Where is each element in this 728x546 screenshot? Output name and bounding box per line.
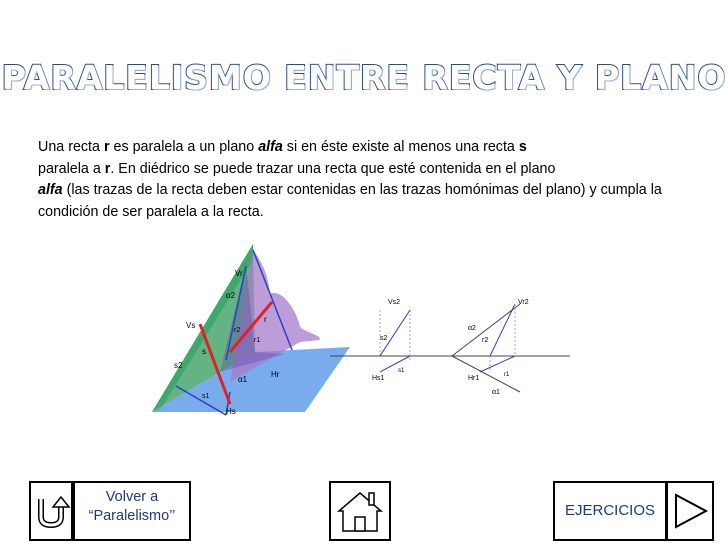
label-d-s1: s1	[398, 368, 405, 374]
label-d-alpha2: α2	[468, 325, 476, 332]
label-vs: Vs	[186, 321, 196, 330]
back-button[interactable]	[29, 481, 73, 541]
description-paragraph: Una recta r es paralela a un plano alfa si en éste existe al menos una recta s paralela a r. En diédrico se puede trazar una recta que esté contenida en el plano alfa (las trazas de la recta deben estar contenidas en las trazas homónimas del plano) y cumpla la condición de ser paralela a la recta.	[38, 139, 662, 220]
label-d-alpha1: α1	[492, 389, 500, 396]
label-s1: s1	[202, 393, 210, 400]
u-turn-icon	[31, 483, 71, 539]
perspective-view	[152, 244, 350, 416]
label-r: r	[264, 315, 267, 324]
back-label-button[interactable]	[73, 481, 191, 541]
next-button[interactable]	[666, 481, 714, 541]
label-d-vs2: Vs2	[388, 299, 401, 306]
label-d-hr1: Hr1	[468, 375, 480, 382]
label-s: s	[202, 347, 206, 356]
label-d-hs1: Hs1	[372, 375, 385, 382]
label-d-r2: r2	[482, 337, 489, 344]
label-alpha2: α2	[226, 291, 236, 300]
dihedral-view	[330, 299, 570, 396]
label-hs: Hs	[226, 407, 236, 416]
label-d-s2: s2	[380, 335, 388, 342]
label-s2: s2	[174, 361, 183, 370]
label-vr: Vr	[235, 269, 243, 278]
label-d-r1: r1	[504, 372, 510, 378]
label-r1: r1	[254, 337, 261, 344]
exercises-button[interactable]: EJERCICIOS	[553, 481, 667, 541]
back-label-line1: Volver a	[105, 489, 159, 505]
label-r2: r2	[234, 327, 241, 334]
home-icon	[331, 483, 389, 539]
label-hr: Hr	[271, 370, 280, 379]
back-label-line2: “Paralelismo’’	[88, 508, 176, 524]
parallelism-figure	[150, 232, 570, 432]
page-title: PARALELISMO ENTRE RECTA Y PLANO	[1, 58, 727, 97]
label-d-vr2: Vr2	[518, 299, 529, 306]
label-alpha1: α1	[238, 375, 248, 384]
home-button[interactable]	[329, 481, 391, 541]
play-arrow-icon	[668, 483, 712, 539]
